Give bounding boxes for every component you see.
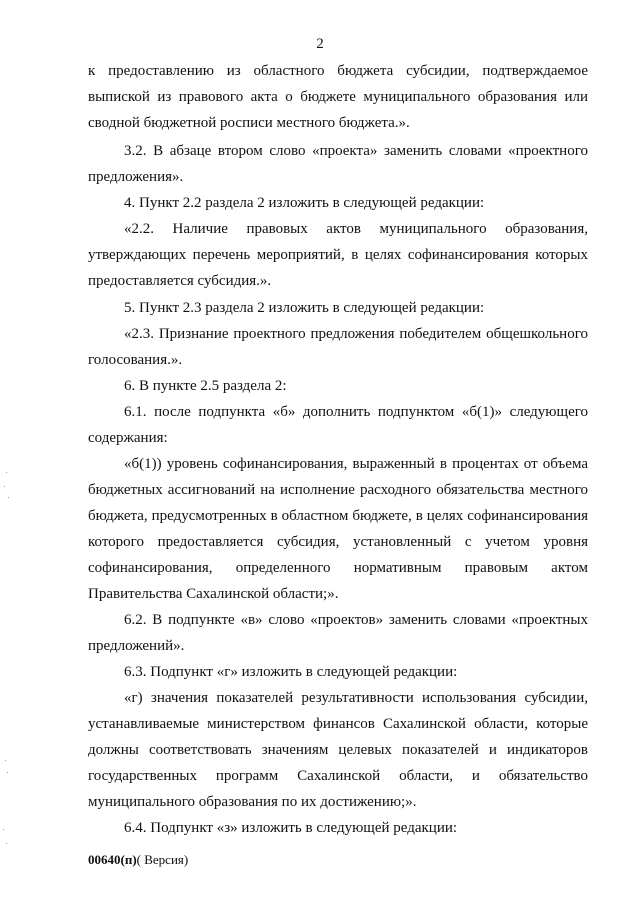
scan-speck — [6, 843, 7, 844]
scan-speck — [8, 497, 9, 498]
page-number: 2 — [316, 36, 324, 52]
scan-speck — [3, 829, 4, 830]
footer-document-code: 00640(п) — [88, 852, 137, 867]
scan-speck — [6, 472, 7, 473]
paragraph-3-2: 3.2. В абзаце втором слово «проекта» заменить словами «проектного предложения». — [88, 143, 588, 185]
paragraph-6-3: 6.3. Подпункт «г» изложить в следующей редакции: — [124, 664, 458, 680]
paragraph-6-1: 6.1. после подпункта «б» дополнить подпунктом «б(1)» следующего содержания: — [88, 404, 588, 446]
scan-speck — [4, 486, 5, 487]
paragraph-6: 6. В пункте 2.5 раздела 2: — [124, 378, 287, 394]
paragraph-continuation: к предоставлению из областного бюджета субсидии, подтверждаемое выпиской из правового акта о бюджете муниципального образования или сводной бюджетной росписи местного бюджета.». — [88, 63, 588, 131]
paragraph-2-3-text: «2.3. Признание проектного предложения победителем общешкольного голосования.». — [88, 326, 588, 368]
paragraph-6-2: 6.2. В подпункте «в» слово «проектов» заменить словами «проектных предложений». — [88, 612, 588, 654]
footer-version-label: ( Версия) — [136, 852, 189, 867]
paragraph-5: 5. Пункт 2.3 раздела 2 изложить в следующей редакции: — [124, 300, 485, 316]
paragraph-6-4: 6.4. Подпункт «з» изложить в следующей редакции: — [124, 820, 458, 836]
paragraph-g-text: «г) значения показателей результативности использования субсидии, устанавливаемые министерством финансов Сахалинской области, которые должны соответствовать значениям целевых показателей и индикаторов государственных программ Сахалинской области, и обязательство муниципального образования по их достижению;». — [88, 690, 588, 810]
paragraph-b1-text: «б(1)) уровень софинансирования, выраженный в процентах от объема бюджетных ассигнований на исполнение расходного обязательства местного бюджета, предусмотренных в областном бюджете, в целях софинансирования которого предоставляется субсидия, установленный с учетом уровня софинансирования, определенного нормативным правовым актом Правительства Сахалинской области;». — [88, 456, 588, 602]
scan-speck — [7, 772, 8, 773]
document-footer — [88, 852, 188, 868]
paragraph-4: 4. Пункт 2.2 раздела 2 изложить в следующей редакции: — [124, 195, 485, 211]
paragraph-2-2-text: «2.2. Наличие правовых актов муниципального образования, утверждающих перечень мероприятий, в целях софинансирования которых предоставляется субсидия.». — [88, 221, 588, 289]
scan-speck — [5, 760, 6, 761]
